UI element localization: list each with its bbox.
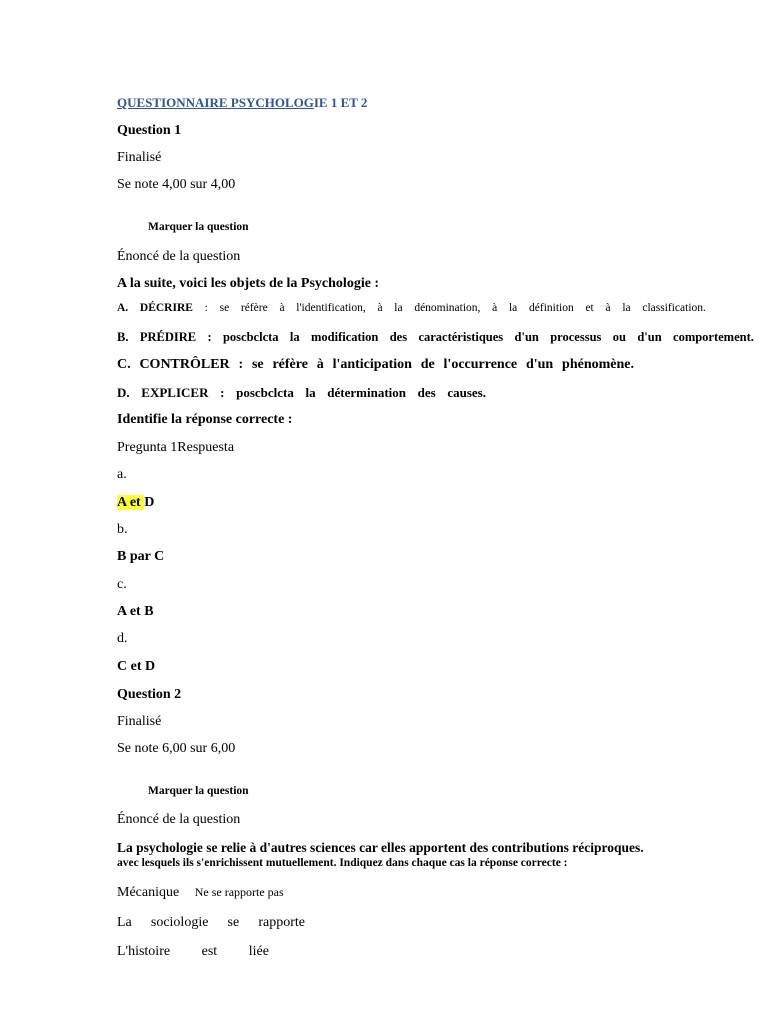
item-word: d'un (514, 330, 539, 344)
item-word: la (394, 302, 403, 314)
item-word: l'anticipation (332, 357, 412, 372)
matching-word: sociologie (150, 915, 209, 930)
matching-row-2 (117, 916, 305, 930)
document-title[interactable] (117, 96, 367, 109)
matching-word: La (117, 915, 132, 930)
question-1-status: Finalisé (117, 150, 162, 165)
item-word: à (377, 302, 383, 314)
matching-word: liée (248, 944, 269, 959)
item-word: comportement. (673, 330, 754, 344)
question-1-statement-label: Énoncé de la question (117, 249, 241, 264)
item-word: processus (550, 330, 602, 344)
item-word: la (305, 385, 316, 400)
question-1-item-c (117, 358, 634, 372)
item-word: DÉCRIRE (139, 302, 193, 314)
option-c-answer[interactable]: A et B (117, 604, 154, 619)
item-word: à (279, 302, 285, 314)
title-rest: IE 1 ET 2 (313, 95, 368, 110)
item-word: : (220, 385, 225, 400)
item-word: détermination (327, 385, 406, 400)
item-word: poscbclcta (236, 385, 294, 400)
question-1-item-a (117, 303, 706, 315)
matching-row-1 (117, 886, 284, 900)
item-word: EXPLICER (141, 385, 209, 400)
item-word: modification (311, 330, 379, 344)
item-word: la (289, 330, 300, 344)
item-word: se (251, 357, 264, 372)
item-word: C. (117, 357, 131, 372)
question-1-item-b (117, 331, 754, 344)
item-word: PRÉDIRE (139, 330, 197, 344)
question-2-intro: La psychologie se relie à d'autres sciences car elles apportent des contributions réciproques. (117, 840, 644, 855)
item-word: CONTRÔLER (139, 357, 230, 372)
item-word: classification. (642, 302, 706, 314)
option-b-answer[interactable]: B par C (117, 549, 165, 564)
title-underlined: QUESTIONNAIRE PSYCHOLOG (117, 95, 314, 110)
item-word: d'un (525, 357, 554, 372)
item-word: se (219, 302, 230, 314)
question-2-score: Se note 6,00 sur 6,00 (117, 741, 236, 756)
matching-word: se (227, 915, 240, 930)
item-word: : (207, 330, 212, 344)
item-word: de (420, 357, 435, 372)
question-1-score: Se note 4,00 sur 4,00 (117, 177, 236, 192)
item-word: dénomination, (414, 302, 481, 314)
matching-row-3 (117, 945, 269, 959)
item-word: : (204, 302, 208, 314)
question-1-item-d (117, 386, 486, 399)
item-word: D. (117, 385, 130, 400)
matching-subject: Mécanique (117, 885, 180, 900)
option-d-answer[interactable]: C et D (117, 659, 156, 674)
option-a-letter: a. (117, 467, 127, 482)
item-word: l'occurrence (443, 357, 518, 372)
option-b-letter: b. (117, 522, 128, 537)
question-2-heading: Question 2 (117, 687, 182, 702)
question-1-heading: Question 1 (117, 123, 182, 138)
item-word: réfère (240, 302, 268, 314)
question-2-status: Finalisé (117, 714, 162, 729)
option-a-rest: D (144, 495, 155, 510)
item-word: A. (117, 302, 129, 314)
item-word: : (238, 357, 244, 372)
option-a-answer[interactable] (117, 496, 154, 510)
option-c-letter: c. (117, 577, 127, 592)
matching-word: L'histoire (117, 944, 171, 959)
item-word: phénomène. (562, 357, 634, 372)
matching-answer[interactable]: Ne se rapporte pas (194, 885, 284, 899)
matching-word: est (201, 944, 218, 959)
question-1-answer-label: Pregunta 1Respuesta (117, 440, 235, 455)
question-1-flag-link[interactable]: Marquer la question (148, 221, 249, 233)
item-word: la (622, 302, 631, 314)
question-2-statement-label: Énoncé de la question (117, 812, 241, 827)
item-word: caractéristiques (418, 330, 504, 344)
matching-word: rapporte (258, 915, 305, 930)
item-word: des (417, 385, 436, 400)
item-word: à (492, 302, 498, 314)
item-word: causes. (447, 385, 486, 400)
item-word: à (605, 302, 611, 314)
item-word: définition (529, 302, 574, 314)
item-word: d'un (637, 330, 662, 344)
item-word: la (508, 302, 518, 314)
item-word: des (389, 330, 408, 344)
item-word: B. (117, 330, 129, 344)
question-2-intro-continued: avec lesquels ils s'enrichissent mutuellement. Indiquez dans chaque cas la réponse correcte : (117, 857, 568, 869)
item-word: poscbclcta (222, 330, 279, 344)
option-a-highlighted: A et (117, 495, 145, 510)
option-d-letter: d. (117, 631, 128, 646)
item-word: et (585, 302, 594, 314)
question-2-flag-link[interactable]: Marquer la question (148, 785, 249, 797)
item-word: l'identification, (296, 302, 366, 314)
item-word: à (316, 357, 324, 372)
question-1-intro: A la suite, voici les objets de la Psychologie : (117, 276, 380, 291)
question-1-instruction: Identifie la réponse correcte : (117, 412, 293, 427)
item-word: réfère (272, 357, 308, 372)
item-word: ou (612, 330, 626, 344)
